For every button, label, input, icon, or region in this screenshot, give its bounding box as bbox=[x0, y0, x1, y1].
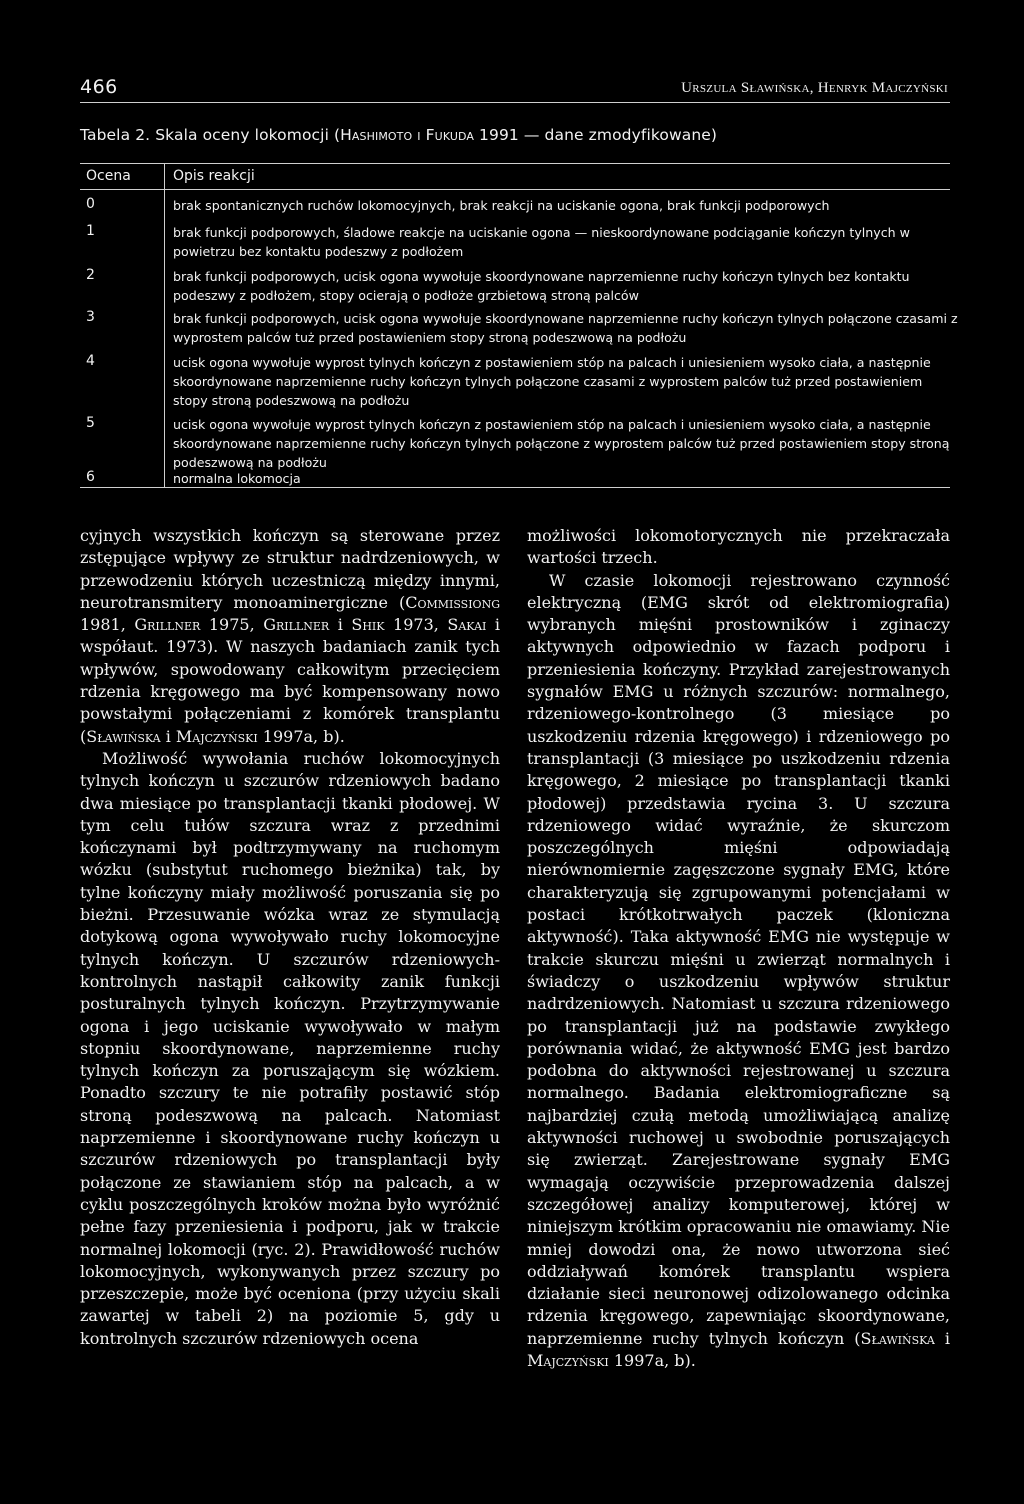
citation-author: Sakai bbox=[447, 615, 487, 635]
table-row-description: brak funkcji podporowych, śladowe reakcje na uciskanie ogona — nieskoordynowane podciąganie kończyn tylnych w powietrzu bez kontaktu podeszwy z podłożem bbox=[173, 225, 910, 259]
citation-author: Grillner bbox=[134, 615, 201, 635]
table-row-description: ucisk ogona wywołuje wyprost tylnych kończyn z postawieniem stóp na palcach i uniesieniem wysoko ciała, a następnie skoordynowane naprzemienne ruchy kończyn tylnych połączone czasami z wyprostem palców tuż przed postawieniem stopy stroną podeszwową na podłożu bbox=[173, 355, 931, 408]
body-text: W czasie lokomocji rejestrowano czynność elektryczną (EMG skrót od elektromiografia) wybranych mięśni prostowników i zginaczy aktywnych odpowiednio w fazach podporu i przeniesienia kończyny. Przykład zarejestrowanych sygnałów EMG u różnych szczurów: normalnego, rdzeniowego-kontrolnego (3 miesiące po uszkodzeniu rdzenia kręgowego) i rdzeniowego po transplantacji (3 miesiące po uszkodzeniu rdzenia kręgowego, 2 miesiące po transplantacji tkanki płodowej) przedstawia rycina 3. U szczura rdzeniowego widać wyraźnie, że skurczom poszczególnych mięśni odpowiadają nierównomiernie zagęszczone sygnały EMG, które charakteryzują się zgrupowanymi potencjałami w postaci krótkotrwałych paczek (kloniczna aktywność). Taka aktywność EMG nie występuje w trakcie skurczu mięśni u zwierząt normalnych i świadczy o uszkodzeniu wpływów struktur nadrdzeniowych. Natomiast u szczura rdzeniowego po transplantacji już na podstawie zwykłego porównania widać, że aktywność EMG jest bardzo podobna do aktywności rejestrowanej u szczura normalnego. Badania elektromiograficzne są najbardziej czułą metodą umożliwiającą analizę aktywności ruchowej u swobodnie poruszających się zwierząt. Zarejestrowane sygnały EMG wymagają oczywiście przeprowadzenia dalszej szczegółowej analizy komputerowej, której w niniejszym krótkim opracowaniu nie omawiamy. Nie mniej dowodzi ona, że nowo utworzona sieć oddziaływań komórek transplantu wspiera działanie sieci neuronowej odizolowanego odcinka rdzenia kręgowego, zapewniając skoordynowane, naprzemienne ruchy tylnych kończyn ( bbox=[527, 570, 950, 1348]
body-column-left bbox=[80, 525, 500, 1350]
citation-author: Sławińska bbox=[86, 726, 161, 746]
table-row-grade: 4 bbox=[86, 353, 95, 369]
caption-suffix: 1991 — dane zmodyfikowane) bbox=[474, 126, 718, 144]
citation-author: Shik bbox=[351, 615, 385, 635]
table-row-description: brak spontanicznych ruchów lokomocyjnych, brak reakcji na uciskanie ogona, brak funkcji podporowych bbox=[173, 198, 830, 213]
body-paragraph bbox=[80, 525, 500, 748]
caption-authors: Hashimoto i Fukuda bbox=[340, 126, 474, 144]
caption-prefix: Tabela 2. Skala oceny lokomocji ( bbox=[80, 126, 341, 144]
citation-author: Majczyński bbox=[175, 726, 258, 746]
body-text: i bbox=[329, 615, 352, 635]
table-row-grade: 0 bbox=[86, 196, 95, 212]
citation-author: Commissiong bbox=[405, 592, 500, 612]
body-text: 1981, bbox=[80, 615, 135, 635]
citation-author: Majczyński bbox=[527, 1350, 609, 1370]
body-text: 1975, bbox=[200, 615, 264, 635]
table-row-grade: 5 bbox=[86, 415, 95, 431]
table-column-divider bbox=[164, 164, 165, 487]
body-paragraph bbox=[527, 570, 950, 1373]
running-header-authors: Urszula Sławińska, Henryk Majczyński bbox=[681, 80, 948, 96]
body-paragraph: możliwości lokomotorycznych nie przekraczała wartości trzech. bbox=[527, 526, 950, 568]
citation-author: Sławińska bbox=[860, 1328, 935, 1348]
table-row-grade: 1 bbox=[86, 223, 95, 239]
body-paragraph: Możliwość wywołania ruchów lokomocyjnych tylnych kończyn u szczurów rdzeniowych badano dwa miesiące po transplantacji tkanki płodowej. W tym celu tułów szczura wraz z przednimi kończynami był podtrzymywany na ruchomym wózku (substytut ruchomego bieżnika) tak, by tylne kończyny miały możliwość poruszania się po bieżni. Przesuwanie wózka wraz ze stymulacją dotykową ogona wywoływało ruchy lokomocyjne tylnych kończyn. U szczurów rdzeniowych-kontrolnych nastąpił całkowity zanik funkcji posturalnych tylnych kończyn. Przytrzymywanie ogona i jego uciskanie wywoływało w małym stopniu skoordynowane, naprzemienne ruchy tylnych kończyn za poruszającym się wózkiem. Ponadto szczury te nie potrafiły postawić stóp stroną podeszwową na palcach. Natomiast naprzemienne i skoordynowane ruchy kończyn u szczurów rdzeniowych po transplantacji były połączone ze stawianiem stóp na palcach, a w cyklu poszczególnych kroków można było wyróżnić pełne fazy przeniesienia i podporu, jak w trakcie normalnej lokomocji (ryc. 2). Prawidłowość ruchów lokomocyjnych, wykonywanych przez szczury po przeszczepie, może być oceniona (przy użyciu skali zawartej w tabeli 2) na poziomie 5, gdy u kontrolnych szczurów rdzeniowych ocena bbox=[80, 748, 500, 1348]
page-number: 466 bbox=[80, 76, 118, 98]
table-row-description: normalna lokomocja bbox=[173, 471, 301, 486]
table-rule-header bbox=[80, 189, 950, 190]
body-text: 1997a, b). bbox=[608, 1350, 696, 1370]
body-text: i współaut. 1973). W naszych badaniach zanik tych wpływów, spowodowany całkowitym przecięciem rdzenia kręgowego ma być kompensowany nowo powstałymi połączeniami z komórek transplantu ( bbox=[80, 615, 501, 746]
table-header-grade: Ocena bbox=[86, 168, 131, 184]
header-rule bbox=[80, 102, 950, 103]
body-text: i bbox=[934, 1328, 951, 1348]
body-text: cyjnych wszystkich kończyn są sterowane przez zstępujące wpływy ze struktur nadrdzeniowych, w przewodzeniu których uczestniczą między innymi, neurotransmitery monoaminergiczne ( bbox=[80, 526, 500, 612]
body-text: i bbox=[160, 726, 176, 746]
body-text: 1973, bbox=[384, 615, 448, 635]
table-header-description: Opis reakcji bbox=[173, 168, 255, 184]
body-column-right bbox=[527, 525, 950, 1372]
citation-author: Grillner bbox=[263, 615, 330, 635]
table-row-description: brak funkcji podporowych, ucisk ogona wywołuje skoordynowane naprzemienne ruchy kończyn tylnych połączone czasami z wyprostem palców tuż przed postawieniem stopy stroną podeszwową na podłożu bbox=[173, 311, 958, 345]
table-row-grade: 6 bbox=[86, 469, 95, 485]
body-text: 1997a, b). bbox=[257, 726, 345, 746]
table-row-description: ucisk ogona wywołuje wyprost tylnych kończyn z postawieniem stóp na palcach i uniesieniem wysoko ciała, a następnie skoordynowane naprzemienne ruchy kończyn tylnych połączone z wyprostem palców tuż przed postawieniem stopy stroną podeszwową na podłożu bbox=[173, 417, 950, 470]
table-row-description: brak funkcji podporowych, ucisk ogona wywołuje skoordynowane naprzemienne ruchy kończyn tylnych bez kontaktu podeszwy z podłożem, stopy ocierają o podłoże grzbietową stroną palców bbox=[173, 269, 910, 303]
table-rule-top bbox=[80, 163, 950, 164]
table-row-grade: 2 bbox=[86, 267, 95, 283]
table-caption bbox=[80, 126, 717, 144]
table-row-grade: 3 bbox=[86, 309, 95, 325]
